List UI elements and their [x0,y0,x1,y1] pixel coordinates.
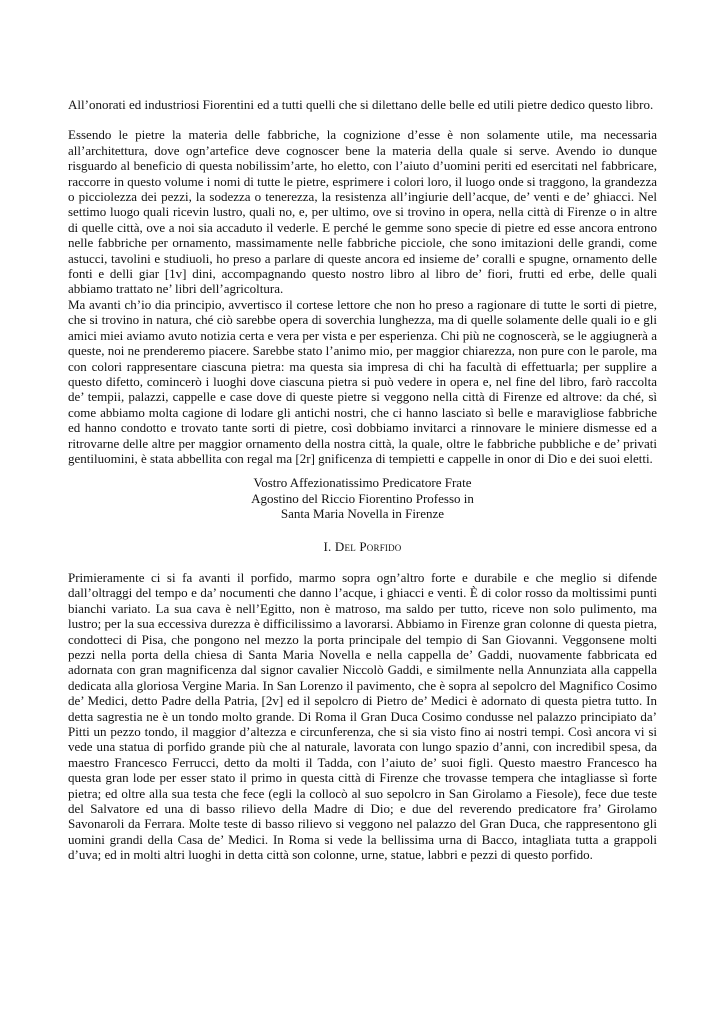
section-paragraph-porfido: Primieramente ci si fa avanti il porfido, marmo sopra ogn’altro forte e durabile e che meglio si difende dall’oltraggi del tempo e da’ nocumenti che danno l’acque, i ghiacci e venti. È di color rosso da moltissimi punti bianchi variato. La sua cava è nell’Egitto, non è matroso, ma saldo per tutto, riceve non solo pulimento, ma lustro; per la sua eccessiva durezza è difficilissimo a lavorarsi. Abbiamo in Firenze gran colonne di questa pietra, condotteci di Pisa, che pongono nel mezzo la porta principale del tempio di San Giovanni. Veggonsene molti pezzi nella porta della chiesa di Santa Maria Novella e nella cappella de’ Gaddi, nuovamente fabbricata ed adornata con gran magnificenza dal signor cavalier Niccolò Gaddi, e similmente nella Annunziata alla cappella dedicata alla gloriosa Vergine Maria. In San Lorenzo il pavimento, che è sopra al sepolcro del Magnifico Cosimo de’ Medici, detto Padre della Patria, [2v] ed il sepolcro di Pietro de’ Medici è adornato di questa pietra tutto. In detta sagrestia ne è un tondo molto grande. Di Roma il Gran Duca Cosimo condusse nel palazzo principiato da’ Pitti un pezzo tondo, il maggior d’altezza e circunferenza, che si sia visto fino ai nostri tempi. Così ancora vi si vede una statua di porfido grande più che al naturale, lavorata con lungo spazio d’anni, con incredibil spesa, da maestro Francesco Ferrucci, detto da molti il Tadda, con l’aiuto de’ suoi figli. Questo maestro Francesco ha questa gran lode per esser stato il primo in questa città di Firenze che trovasse tempera che intagliasse sì forte pietra; ed oltre alla sua testa che fece (egli la collocò al suo sepolcro in San Girolamo a Fiesole), fece due teste del Salvatore ed una di basso rilievo della Madre di Dio; e due del reverendo predicatore fra’ Girolamo Savonaroli da Ferrara. Molte teste di basso rilievo si veggono nel palazzo del Gran Duca, che rappresentono gli uomini grandi della Casa de’ Medici. In Roma si vede la bellissima urna di Bacco, intagliata tutta a grappoli d’uva; ed in molti altri luoghi in detta città son colonne, urne, statue, labbri e pezzi di questo porfido. [68,569,657,863]
section-heading-del-porfido: I. Del Porfido [323,538,402,554]
signature-line-1: Vostro Affezionatissimo Predicatore Frate [253,475,472,491]
signature-line-2: Agostino del Riccio Fiorentino Professo in [251,490,474,506]
dedication-paragraph: All’onorati ed industriosi Fiorentini ed a tutti quelli che si dilettano delle belle ed utili pietre dedico questo libro. [68,97,654,112]
preface-paragraph-1: Essendo le pietre la materia delle fabbriche, la cognizione d’esse è non solamente utile, ma necessaria all’architettura, dove ogn’artefice deve cognoscer bene la materia della quale si serve. Avendo io dunque risguardo al beneficio di questa nobilissim’arte, ho eletto, con l’aiuto d’uomini periti ed esercitati nel fabbricare, raccorre in questo volume i nomi di tutte le pietre, esprimere i colori loro, il luogo onde si traggono, la grandezza o picciolezza dei pezzi, la sodezza o tenerezza, la resistenza all’ingiurie dell’acque, de’ venti e de’ ghiacci. Nel settimo luogo quali ricevin lustro, quali no, e, per ultimo, ove si trovino in opera, nella città di Firenze o in altre di quelle città, ove a noi sia accaduto il vederle. E perché le gemme sono specie di pietre ed esse ancora entrono nelle fabbriche per ornamento, massimamente nelle fabbriche picciole, che sono imitazioni delle grandi, come astucci, tavolini e studiuoli, ho preso a parlare di queste ancora ed insieme de’ coralli e spugne, ornamento delle fonti e delli giar [1v] dini, accompagnando questo nostro libro al libro de’ fiori, frutti ed erbe, delle quali abbiamo trattato ne’ libri dell’agricoltura. [68,127,657,297]
signature-line-3: Santa Maria Novella in Firenze [280,506,445,522]
preface-paragraph-2: Ma avanti ch’io dia principio, avvertisco il cortese lettore che non ho preso a ragionare di tutte le sorti di pietre, che si trovino in natura, ché ciò sarebbe opera di soverchia lunghezza, ma di quelle solamente delle quali io e gli amici miei aviamo avuto notizia certa e vera per vista e per esperienza. Chi più ne cognoscerà, se le aggiugnerà a queste, noi ne prenderemo piacere. Sarebbe stato l’animo mio, per maggior chiarezza, non pure con le parole, ma con colori rappresentare ciascuna pietra: ma questa sia impresa di chi ha facultà di effettuarla; per supplire a questo difetto, comincerò i luoghi dove ciascuna pietra si può vedere in opera e, nel fine del libro, farò raccolta de’ tempii, palazzi, cappelle e case dove di queste pietre si veggono nella città di Firenze ed altrove: da ché, sì come abbiamo molta cagione di lodare gli antichi nostri, che ci hanno lasciato sì belle e maravigliose fabbriche ed hanno condotto e trovato tante sorti di pietre, così dobbiamo invitarci a rinnovare le miniere dismesse ed a ritrovarne delle altre per maggior ornamento della nostra città, la quale, oltre le fabbriche pubbliche e de’ privati gentiluomini, è stata abbellita con regal ma [2r] gnificenza di tempietti e cappelle in onor di Dio e dei suoi eletti. [68,296,657,466]
signature-block [68,475,657,521]
